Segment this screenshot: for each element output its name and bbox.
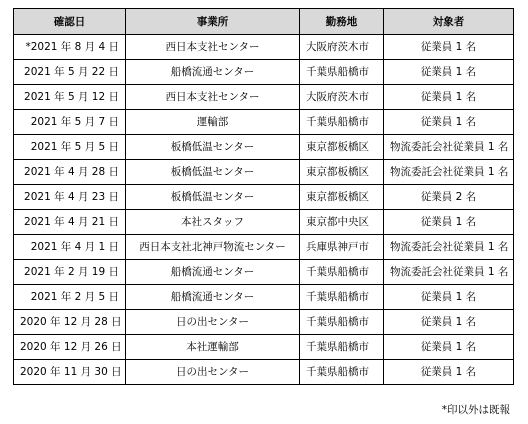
target-cell: 従業員 2 名 [384,185,514,210]
table-row [14,210,514,235]
target-cell: 従業員 1 名 [384,35,514,60]
office-cell: 板橋低温センター [126,185,300,210]
location-cell: 東京都板橋区 [300,135,384,160]
date-cell: 2021 年 4 月 28 日 [14,160,126,185]
table-row [14,85,514,110]
location-cell: 千葉県船橋市 [300,110,384,135]
location-cell: 千葉県船橋市 [300,260,384,285]
header-date: 確認日 [14,9,126,35]
location-cell: 大阪府茨木市 [300,35,384,60]
date-cell: 2021 年 4 月 23 日 [14,185,126,210]
table-row [14,360,514,385]
office-cell: 本社スタッフ [126,210,300,235]
date-cell: 2021 年 2 月 5 日 [14,285,126,310]
office-cell: 西日本支社北神戸物流センター [126,235,300,260]
target-cell: 従業員 1 名 [384,335,514,360]
table-row [14,160,514,185]
office-cell: 運輸部 [126,110,300,135]
date-cell: 2021 年 4 月 1 日 [14,235,126,260]
date-cell: 2021 年 2 月 19 日 [14,260,126,285]
office-cell: 西日本支社センター [126,35,300,60]
table-row [14,110,514,135]
date-cell: 2020 年 12 月 26 日 [14,335,126,360]
location-cell: 千葉県船橋市 [300,360,384,385]
location-cell: 千葉県船橋市 [300,60,384,85]
target-cell: 従業員 1 名 [384,360,514,385]
table-row [14,310,514,335]
date-cell: 2021 年 5 月 7 日 [14,110,126,135]
office-cell: 板橋低温センター [126,135,300,160]
table-row [14,260,514,285]
target-cell: 従業員 1 名 [384,210,514,235]
date-cell: 2020 年 12 月 28 日 [14,310,126,335]
table-row [14,135,514,160]
location-cell: 千葉県船橋市 [300,310,384,335]
office-cell: 板橋低温センター [126,160,300,185]
location-cell: 東京都板橋区 [300,185,384,210]
table-row [14,185,514,210]
office-cell: 船橋流通センター [126,285,300,310]
office-cell: 本社運輸部 [126,335,300,360]
location-cell: 大阪府茨木市 [300,85,384,110]
table-row [14,335,514,360]
location-cell: 兵庫県神戸市 [300,235,384,260]
table-body [14,35,514,385]
office-cell: 日の出センター [126,360,300,385]
target-cell: 物流委託会社従業員 1 名 [384,235,514,260]
date-cell: 2021 年 5 月 22 日 [14,60,126,85]
table-row [14,285,514,310]
table-row [14,35,514,60]
target-cell: 従業員 1 名 [384,310,514,335]
office-cell: 船橋流通センター [126,60,300,85]
date-cell: 2021 年 4 月 21 日 [14,210,126,235]
location-cell: 東京都中央区 [300,210,384,235]
date-cell: 2021 年 5 月 5 日 [14,135,126,160]
table-header [14,9,514,35]
case-table [13,8,514,385]
header-target: 対象者 [384,9,514,35]
target-cell: 物流委託会社従業員 1 名 [384,260,514,285]
location-cell: 千葉県船橋市 [300,335,384,360]
footnote: *印以外は既報 [441,404,510,416]
office-cell: 船橋流通センター [126,260,300,285]
table-row [14,235,514,260]
target-cell: 従業員 1 名 [384,60,514,85]
date-cell: 2020 年 11 月 30 日 [14,360,126,385]
office-cell: 西日本支社センター [126,85,300,110]
target-cell: 従業員 1 名 [384,110,514,135]
header-location: 勤務地 [300,9,384,35]
date-cell: 2021 年 5 月 12 日 [14,85,126,110]
target-cell: 物流委託会社従業員 1 名 [384,135,514,160]
location-cell: 東京都板橋区 [300,160,384,185]
header-office: 事業所 [126,9,300,35]
target-cell: 従業員 1 名 [384,285,514,310]
location-cell: 千葉県船橋市 [300,285,384,310]
date-cell: *2021 年 8 月 4 日 [14,35,126,60]
target-cell: 従業員 1 名 [384,85,514,110]
table-row [14,60,514,85]
office-cell: 日の出センター [126,310,300,335]
header-row [14,9,514,35]
target-cell: 物流委託会社従業員 1 名 [384,160,514,185]
